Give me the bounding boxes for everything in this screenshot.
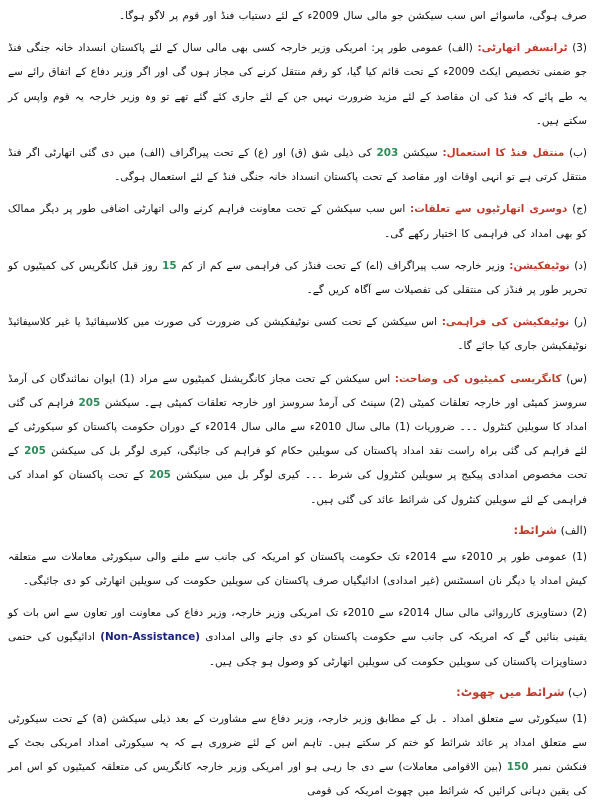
paragraph-label: (ب) [569, 147, 587, 160]
paragraph-text: سیکشن [402, 147, 438, 160]
section-number-205: 205 [24, 445, 46, 458]
paragraph-number: (3) [572, 42, 587, 55]
function-number-150: 150 [506, 761, 529, 774]
paragraph-transfer-authority [8, 36, 587, 133]
subheading-waiver [8, 680, 587, 705]
section-heading-notification: نوٹیفکیشن: [509, 259, 570, 272]
section-number-205: 205 [78, 396, 101, 409]
section-number-203: 203 [376, 147, 399, 160]
paragraph-text: کے تحت مخصوص امدادی پیکیج پر سویلین کنٹرول کی شرط ۔۔۔ کیری لوگر بل میں سیکشن [8, 445, 587, 482]
paragraph-text: روز قبل کانگریس کی کمیٹیوں کو تحریر طور پر فنڈز کی منتقلی کی تفصیلات سے آگاہ کریں گے۔ [8, 259, 587, 297]
paragraph-other-authorities [8, 197, 587, 245]
paragraph-text: (بین الاقوامی معاملات) سے دی جا رہی ہو اور امریکی وزیر خارجہ کانگریس کی متعلقہ کمیٹیوں کو اس امر کی یقین دہانی کرائیں کہ شرائط میں چھوٹ امریکہ کی قومی [8, 761, 587, 798]
paragraph-number: (2) [572, 607, 587, 620]
subheading-label: (الف) [560, 523, 587, 537]
paragraph-text: اس سب سیکشن کے تحت معاونت فراہم کرنے والی اتھارٹی اضافی طور پر دیگر ممالک کو بھی امداد کی فراہمی کا اختیار رکھے گی۔ [8, 203, 587, 240]
paragraph-intro [8, 4, 587, 28]
paragraph-text: کی ذیلی شق (ق) اور (ع) کے تحت پیراگراف (الف) میں دی گئی اتھارٹی اگر فنڈ منتقل کرتی ہے تو انہی اوقات اور مقاصد کے تحت پاکستان انسداد خانہ جنگی فنڈ کے لئے استعمال ہوگی۔ [8, 147, 587, 184]
section-number-205: 205 [149, 469, 171, 482]
paragraph-committees [8, 367, 587, 512]
paragraph-label: (ر) [573, 316, 587, 329]
paragraph-text: اس سیکشن کے تحت مجاز کانگریشنل کمیٹیوں سے مراد (1) ایوان نمائندگان کی آرمڈ سروسز کمیٹی اور خارجہ تعلقات کمیٹی (2) سینٹ کی آرمڈ سروسز اور خارجہ تعلقات کمیٹی ہے۔ سیکشن [8, 372, 587, 409]
paragraph-conditions-general [8, 545, 587, 593]
paragraph-transferred-funds [8, 141, 587, 189]
days-number-15: 15 [162, 259, 177, 272]
paragraph-text: فراہم کی گئی امداد کا سویلین کنٹرول ۔۔۔ ضروریات (1) مالی سال 2010ء سے مالی سال 2014ء کے دوران حکومت پاکستان کو سیکورٹی کے لئے فراہم کی گئی براہ راست نقد امداد پاکستان کی سویلین حکام کو فراہم کی جائیگی، کیری لوگر بل کی سیکشن [8, 396, 587, 458]
paragraph-text: وزیر خارجہ سب پیراگراف (اے) کے تحت فنڈز کی فراہمی سے کم از کم [181, 259, 505, 272]
non-assistance-term: (Non-Assistance) [100, 631, 200, 644]
section-heading-transfer-authority: ٹرانسفر اتھارٹی: [477, 42, 568, 55]
section-heading-notification-delivery: نوٹیفکیشن کی فراہمی: [441, 316, 570, 329]
paragraph-text: دستاویزی کارروائی مالی سال 2014ء سے 2010ء تک امریکی وزیر خارجہ، وزیر دفاع کی معاونت اور تعاون سے اس بات کو یقینی بنائیں گے کہ امریکہ کی جانب سے حکومت پاکستان کو دی جانے والی امدادی [8, 607, 587, 644]
paragraph-intro-text: صرف ہوگی، ماسوائے اس سب سیکشن جو مالی سال 2009ء کے لئے دستیاب فنڈ اور قوم پر لاگو ہوگا۔ [119, 10, 587, 22]
paragraph-text: (الف) عمومی طور پر: امریکی وزیر خارجہ کسی بھی مالی سال کے لئے پاکستان انسداد خانہ جنگی فنڈ جو ضمنی تخصیص ایکٹ 2009ء کے تحت قائم کیا گیا، کو رقم منتقل کرنے کی مجاز ہوں گی اور اگر وزیر دفاع کے اتفاق رائے سے یہ طے پائے کہ فنڈ کی ان مقاصد کے لئے مزید ضرورت نہیں جن کے لئے جاری کئے گئے تھے تو وہ وزیر خارجہ یہ قوم واپس کر سکتے ہیں۔ [8, 42, 587, 127]
subheading-conditions [8, 518, 587, 543]
paragraph-text: ادائیگیوں کی حتمی دستاویزات پاکستان کی سویلین حکومت کی سویلین اتھارٹی کو وصول ہو چکی ہیں۔ [8, 631, 587, 668]
section-heading-committees: کانگریسی کمیٹیوں کی وضاحت: [394, 372, 562, 385]
paragraph-documentation [8, 601, 587, 674]
paragraph-label: (ج) [572, 203, 588, 216]
paragraph-label: (س) [566, 372, 587, 385]
paragraph-text: کے تحت پاکستان کو امداد کی فراہمی کے لئے سویلین کنٹرول کی شرائط عائد کی گئی ہیں۔ [8, 469, 587, 506]
paragraph-security-assistance [8, 707, 587, 804]
subheading-conditions-title: شرائط: [513, 522, 558, 537]
subheading-label: (ب) [568, 685, 587, 699]
paragraph-number: (1) [572, 712, 587, 725]
paragraph-notification [8, 254, 587, 302]
paragraph-label: (د) [574, 259, 587, 272]
subheading-waiver-title: شرائط میں چھوٹ: [456, 684, 565, 699]
paragraph-notification-delivery [8, 310, 587, 358]
paragraph-text: (1) عمومی طور پر 2010ء سے 2014ء تک حکومت پاکستان کو امریکہ کی جانب سے ملنے والی سیکورٹی معاملات سے متعلقہ کیش امداد یا دیگر نان اسسٹنس (غیر امدادی) ادائیگیاں صرف پاکستان کی سویلین حکومت کی سویلین اتھارٹی کو دی جائیگی۔ [8, 550, 587, 588]
section-heading-transferred-funds: منتقل فنڈ کا استعمال: [442, 147, 565, 160]
paragraph-text: سیکورٹی سے متعلق امداد ۔ بل کے مطابق وزیر خارجہ، وزیر دفاع سے مشاورت کے بعد ذیلی سیکشن (a) کے تحت سیکورٹی سے متعلق امداد پر عائد شرائط کو ختم کر سکتے ہیں۔ تاہم اس کے لئے ضروری ہے کہ یہ سیکورٹی امداد امریکی بجٹ کے فنکشن نمبر [8, 712, 587, 774]
paragraph-text: اس سیکشن کے تحت کسی نوٹیفکیشن کی ضرورت کی صورت میں کلاسیفائیڈ یا غیر کلاسیفائیڈ نوٹیفکیشن جاری کیا جائے گا۔ [8, 316, 587, 353]
section-heading-other-authorities: دوسری اتھارٹیوں سے تعلقات: [410, 203, 568, 216]
